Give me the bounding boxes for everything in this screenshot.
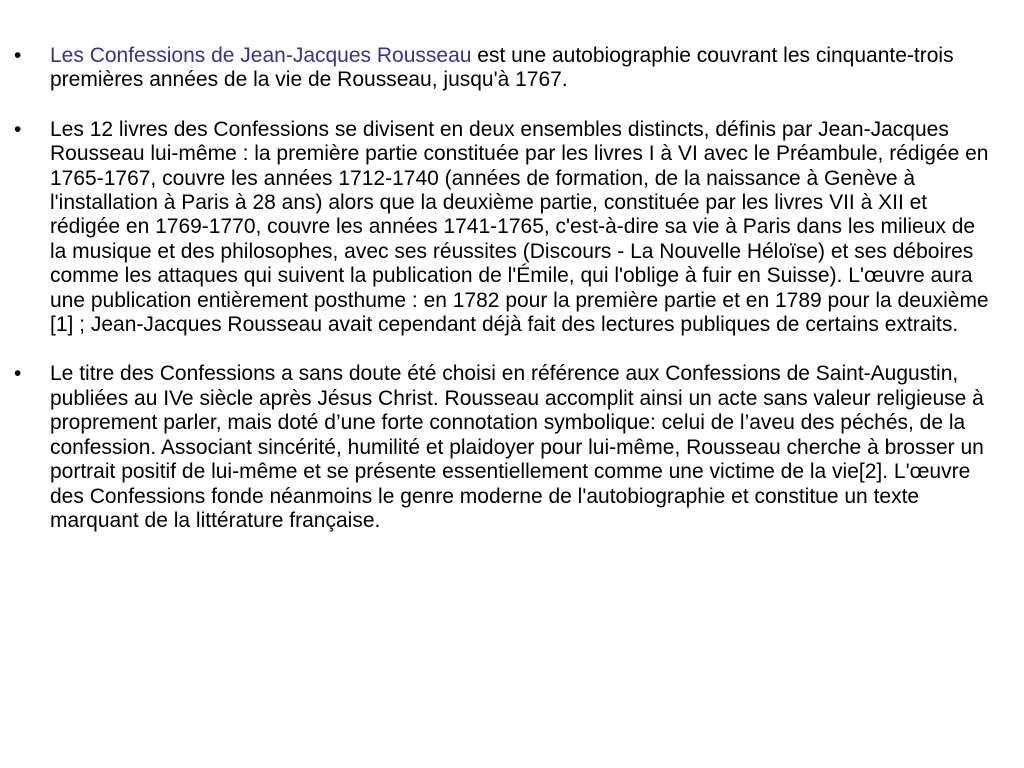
bullet-item-1 [14, 44, 989, 93]
bullet-icon: • [14, 117, 22, 141]
paragraph-text: est une autobiographie couvrant les cinquante-trois premières années de la vie de Rousseau, jusqu'à 1767. [50, 44, 954, 92]
bullet-item-2 [14, 118, 989, 338]
bullet-icon: • [14, 44, 22, 67]
slide-content [14, 44, 989, 558]
bullet-item-3 [14, 362, 989, 533]
paragraph-text: Les 12 livres des Confessions se divisent en deux ensembles distincts, définis par Jean-Jacques Rousseau lui-même : la première partie constituée par les livres I à VI avec le Préambule, rédigée en 1765-1767, couvre les années 1712-1740 (années de formation, de la naissance à Genève à l'installation à Paris à 28 ans) alors que la deuxième partie, constituée par les livres VII à XII et rédigée en 1769-1770, couvre les années 1741-1765, c'est-à-dire sa vie à Paris dans les milieux de la musique et des philosophes, avec ses réussites (Discours - La Nouvelle Héloïse) et ses déboires comme les attaques qui suivent la publication de l'Émile, qui l'oblige à fuir en Suisse). L'œuvre aura une publication entièrement posthume : en 1782 pour la première partie et en 1789 pour la deuxième [1] ; Jean-Jacques Rousseau avait cependant déjà fait des lectures publiques de certains extraits. [50, 117, 989, 337]
bullet-icon: • [14, 362, 22, 386]
paragraph-text: Le titre des Confessions a sans doute été choisi en référence aux Confessions de Saint-Augustin, publiées au IVe siècle après Jésus Christ. Rousseau accomplit ainsi un acte sans valeur religieuse à proprement parler, mais doté d’une forte connotation symbolique: celui de l’aveu des péchés, de la confession. Associant sincérité, humilité et plaidoyer pour lui-même, Rousseau cherche à brosser un portrait positif de lui-même et se présente essentiellement comme une victime de la vie[2]. L'œuvre des Confessions fonde néanmoins le genre moderne de l'autobiographie et constitue un texte marquant de la littérature française. [50, 362, 984, 532]
confessions-link[interactable]: Les Confessions de Jean-Jacques Rousseau [50, 44, 472, 67]
bullet-list [14, 44, 989, 533]
